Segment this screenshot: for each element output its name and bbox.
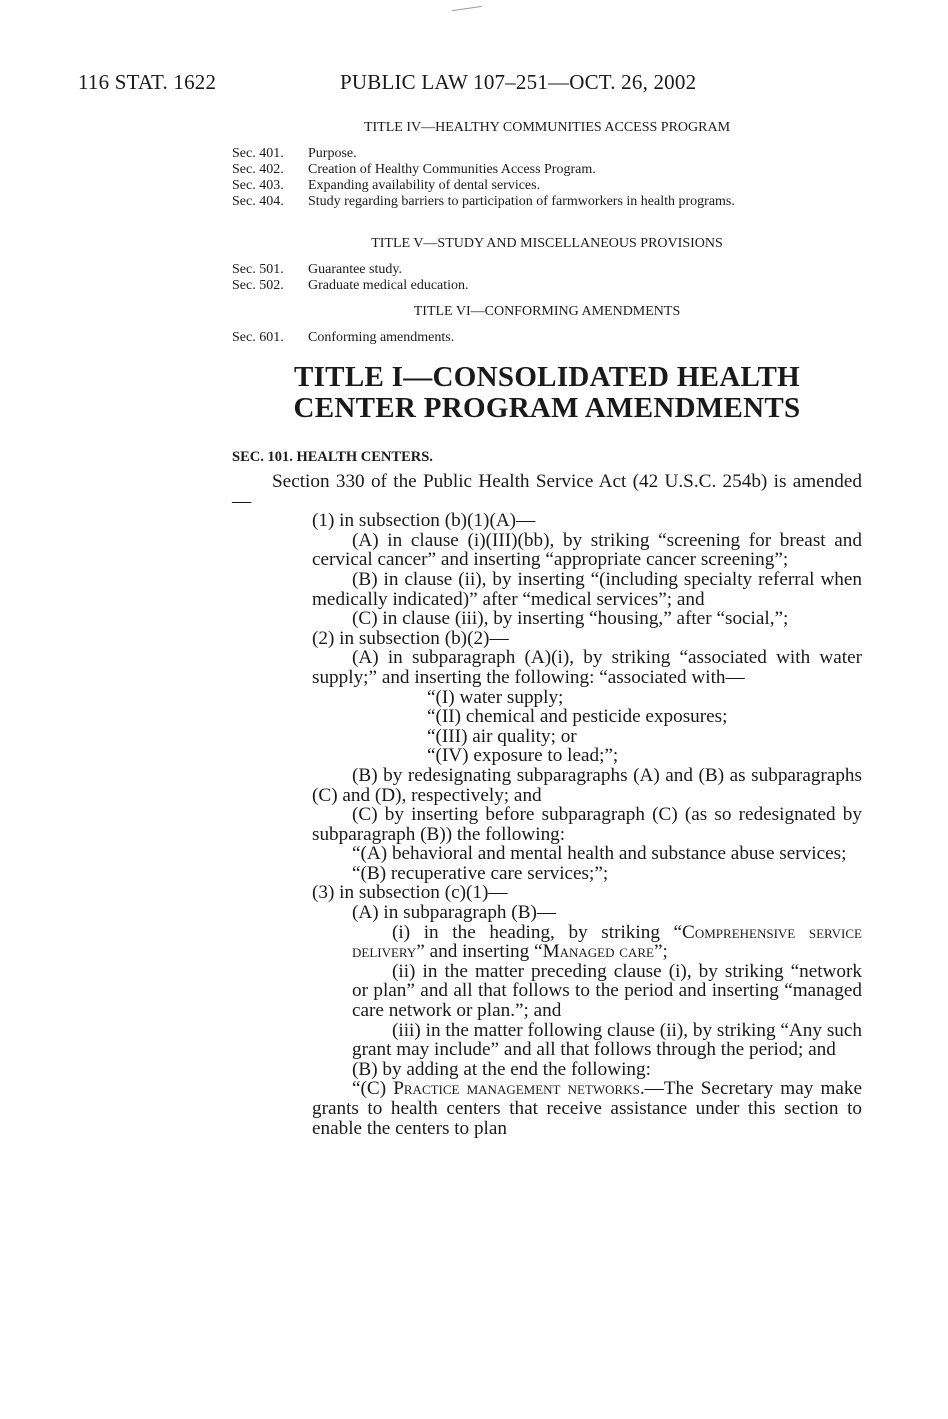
title-heading: [232, 362, 862, 424]
toc-section-number: Sec. 403.: [232, 178, 284, 193]
paragraph: (B) in clause (ii), by inserting “(including specialty referral when medically indicated)” after “medical services”; and: [312, 568, 862, 610]
paragraph: (B) by adding at the end the following:: [352, 1058, 651, 1080]
toc-section-title: Graduate medical education.: [308, 278, 469, 293]
small-caps-run: Practice management networks: [393, 1078, 640, 1100]
toc-heading: TITLE VI—CONFORMING AMENDMENTS: [413, 304, 681, 319]
toc-title-v: [232, 236, 862, 294]
toc-section-number: Sec. 402.: [232, 162, 284, 177]
paragraph: (C) by inserting before subparagraph (C) (as so redesignated by subparagraph (B)) the following:: [312, 804, 862, 845]
toc-section-number: Sec. 401.: [232, 146, 284, 161]
toc-row: [232, 146, 862, 162]
toc-section-title: Purpose.: [308, 146, 357, 161]
paragraph: “(B) recuperative care services;”;: [352, 862, 609, 884]
paragraph: “(III) air quality; or: [427, 725, 577, 747]
toc-heading: TITLE V—STUDY AND MISCELLANEOUS PROVISIONS: [371, 236, 723, 251]
paragraph: (1) in subsection (b)(1)(A)—: [312, 510, 536, 532]
toc-title-iv: [232, 120, 862, 210]
paragraph: (C) in clause (iii), by inserting “housing,” after “social,”;: [352, 608, 789, 630]
title-line-1: TITLE I—CONSOLIDATED HEALTH: [293, 361, 801, 393]
text-run: ”;: [653, 941, 668, 963]
toc-section-title: Conforming amendments.: [308, 330, 455, 345]
paragraph: (ii) in the matter preceding clause (i), by striking “network or plan” and all that follows to the period and inserting “managed care network or plan.”; and: [352, 960, 862, 1022]
toc-row: [232, 178, 862, 194]
text-run: ” and inserting “: [416, 941, 543, 963]
paragraph: (A) in subparagraph (A)(i), by striking “associated with water supply;” and inserting the following: “associated with—: [312, 647, 862, 688]
toc-section-number: Sec. 501.: [232, 262, 284, 277]
toc-section-title: Creation of Healthy Communities Access Program.: [308, 162, 596, 177]
toc-row: [232, 262, 862, 278]
title-line-2: CENTER PROGRAM AMENDMENTS: [293, 392, 801, 424]
toc-section-number: Sec. 404.: [232, 194, 284, 209]
paragraph: (iii) in the matter following clause (ii), by striking “Any such grant may include” and all that follows through the period; and: [352, 1019, 862, 1061]
toc-section-number: Sec. 601.: [232, 330, 284, 345]
paragraph: (3) in subsection (c)(1)—: [312, 882, 508, 904]
toc-section-number: Sec. 502.: [232, 278, 284, 293]
section-heading: SEC. 101. HEALTH CENTERS.: [232, 449, 433, 465]
statute-citation: 116 STAT. 1622: [78, 70, 217, 94]
toc-row: [232, 194, 862, 210]
paragraph: “(IV) exposure to lead;”;: [427, 745, 619, 767]
paragraph: [232, 923, 862, 962]
small-caps-run: Comprehensive service delivery: [352, 921, 862, 963]
toc-heading: TITLE IV—HEALTHY COMMUNITIES ACCESS PROGRAM: [363, 120, 731, 135]
toc-row: [232, 278, 862, 294]
paragraph: Section 330 of the Public Health Service Act (42 U.S.C. 254b) is amended—: [232, 471, 862, 512]
toc-section-title: Study regarding barriers to participation of farmworkers in health programs.: [308, 194, 735, 209]
paragraph: [232, 1079, 862, 1138]
scan-artifact: [452, 6, 482, 11]
paragraph: (2) in subsection (b)(2)—: [312, 627, 509, 649]
paragraph: “(II) chemical and pesticide exposures;: [427, 706, 728, 728]
paragraph: (B) by redesignating subparagraphs (A) and (B) as subparagraphs (C) and (D), respectively; and: [312, 764, 862, 806]
section-body: [232, 472, 862, 1138]
public-law-title: PUBLIC LAW 107–251—OCT. 26, 2002: [340, 70, 697, 94]
text-run: .—The Secretary may make grants to health centers that receive assistance under this section to enable the centers to plan: [312, 1078, 863, 1139]
text-run: (i) in the heading, by striking “: [392, 921, 683, 943]
paragraph: (A) in subparagraph (B)—: [352, 902, 557, 924]
toc-section-title: Expanding availability of dental services.: [308, 178, 541, 193]
toc-title-vi: [232, 304, 862, 346]
toc-row: [232, 162, 862, 178]
paragraph: “(I) water supply;: [427, 686, 564, 708]
small-caps-run: Managed care: [542, 941, 654, 963]
text-run: “(C): [352, 1078, 394, 1100]
paragraph: (A) in clause (i)(III)(bb), by striking “screening for breast and cervical cancer” and inserting “appropriate cancer screening”;: [312, 529, 862, 571]
toc-section-title: Guarantee study.: [308, 262, 402, 277]
toc-row: [232, 330, 862, 346]
paragraph: “(A) behavioral and mental health and substance abuse services;: [352, 843, 847, 865]
